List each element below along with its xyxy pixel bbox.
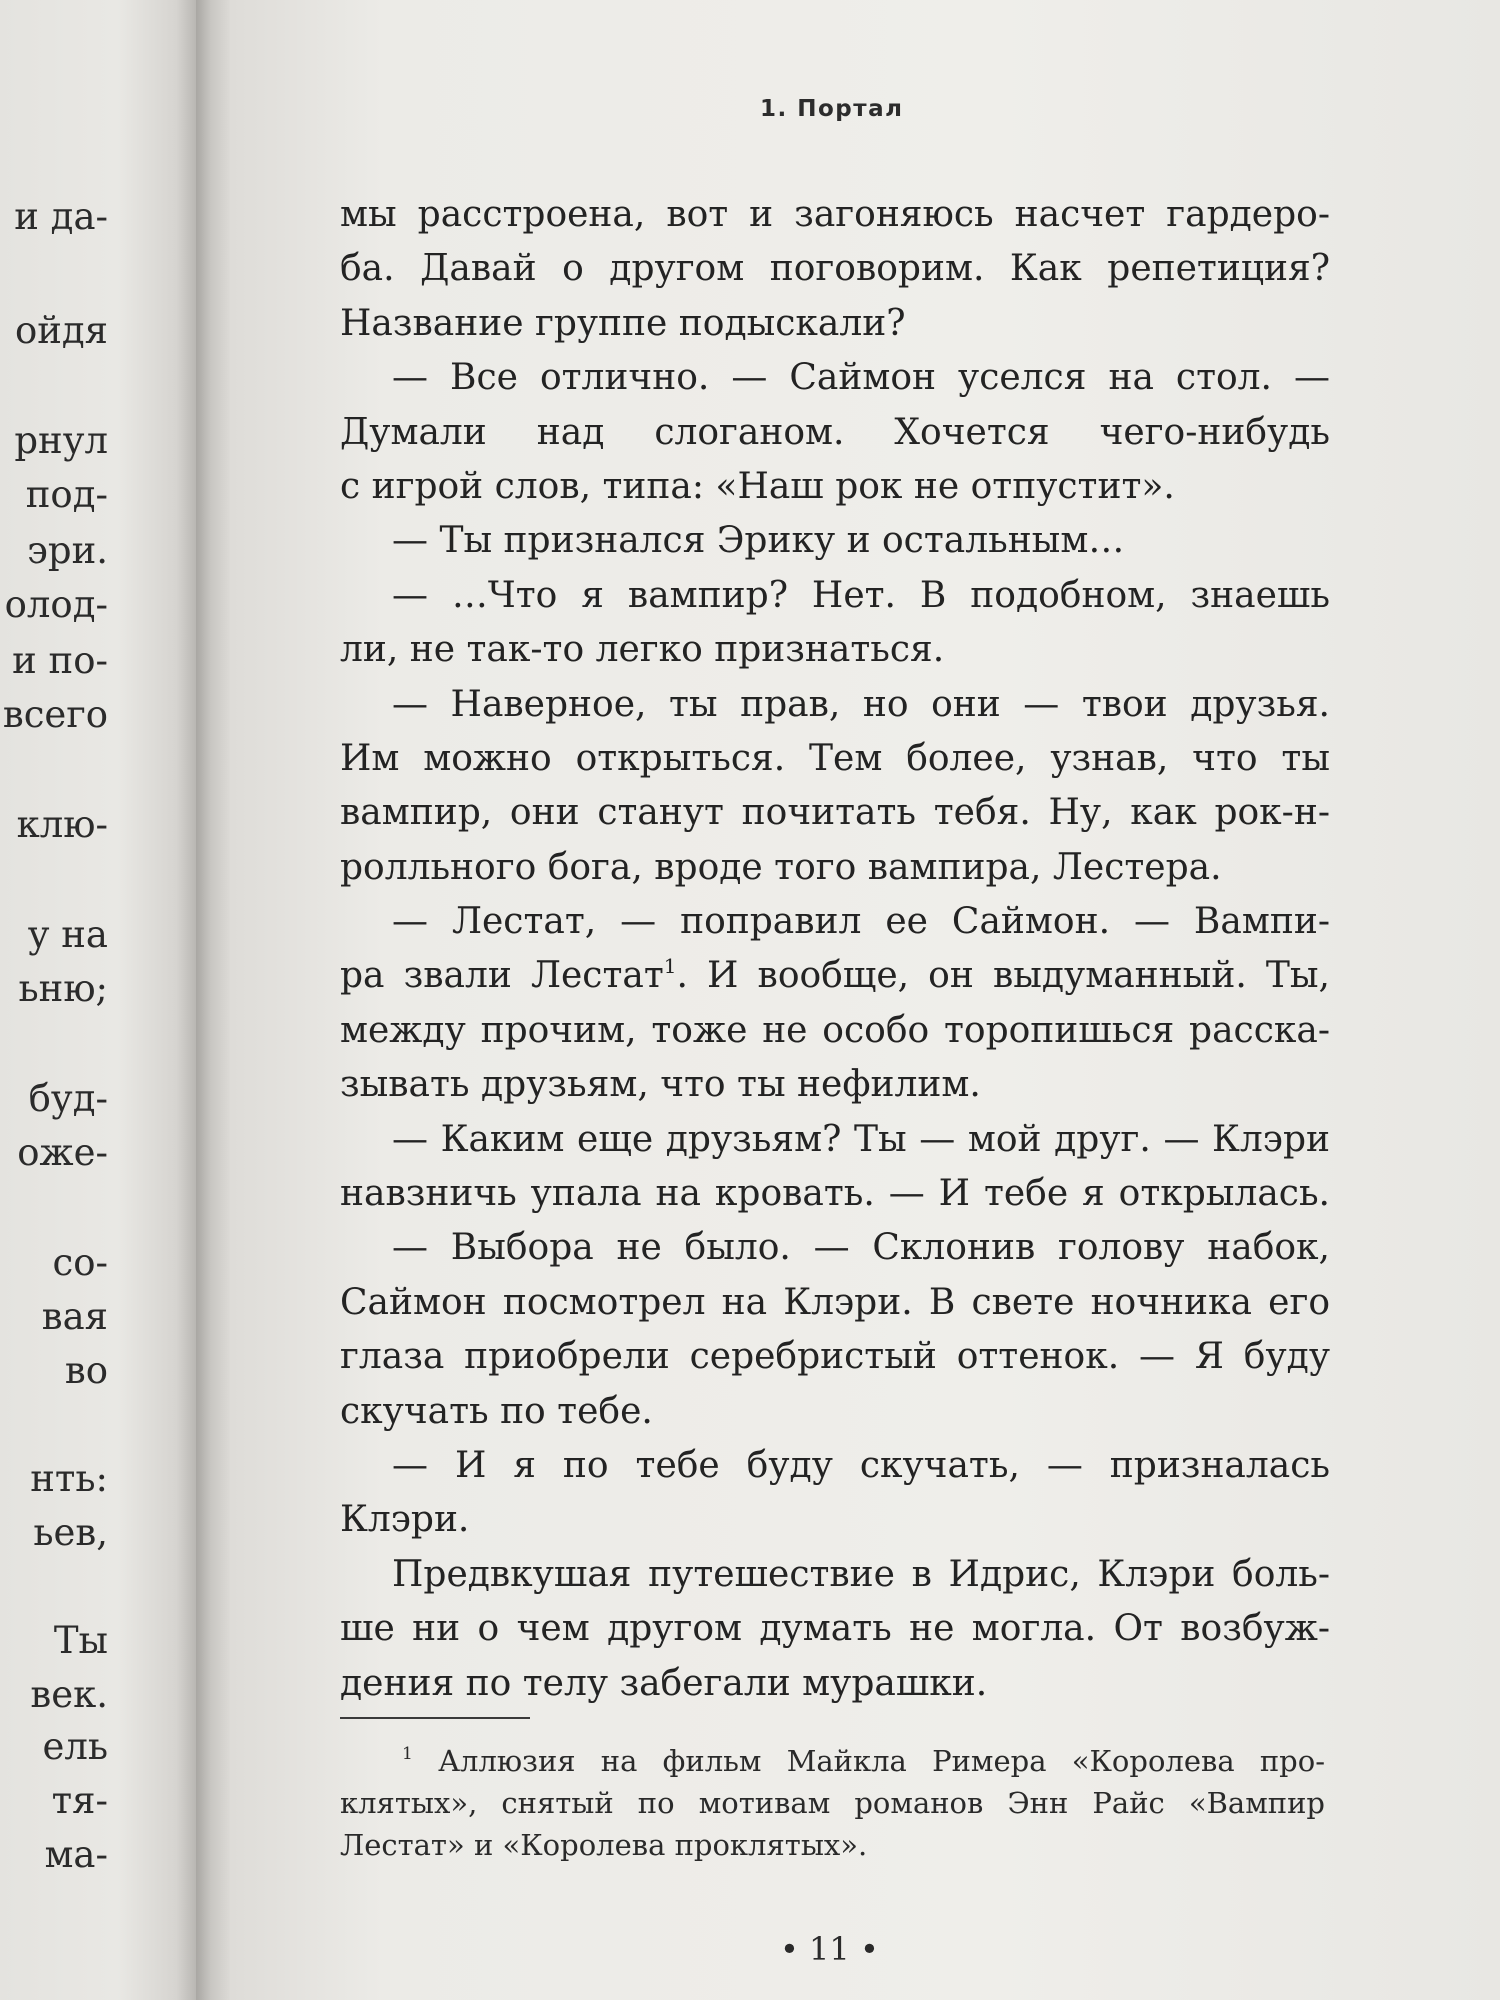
left-page — [0, 0, 196, 2000]
body-text — [340, 188, 1330, 1711]
text-line: Думали над слоганом. Хочется чего-нибудь — [340, 411, 1330, 453]
left-page-line: нть: — [30, 1457, 108, 1500]
footnote-line: Лестат» и «Королева проклятых». — [340, 1828, 868, 1862]
footnote-divider — [340, 1717, 530, 1719]
running-head: 1. Портал — [760, 96, 904, 122]
text-fragment: . И вообще, он выдуманный. Ты, — [676, 955, 1330, 997]
text-line: Саймон посмотрел на Клэри. В свете ночника его — [340, 1281, 1330, 1323]
text-fragment: ра звали Лестат — [340, 955, 664, 997]
text-line: ше ни о чем другом думать не могла. От возбуж- — [340, 1608, 1330, 1650]
text-line: зывать друзьям, что ты нефилим. — [340, 1064, 981, 1106]
left-page-line: со- — [52, 1241, 108, 1284]
text-line: — Все отлично. — Саймон уселся на стол. — — [392, 357, 1330, 399]
text-line: навзничь упала на кровать. — И тебе я открылась. — [340, 1173, 1330, 1215]
text-line: — Выбора не было. — Склонив голову набок, — [392, 1227, 1330, 1269]
left-page-line: и по- — [12, 639, 108, 682]
page-number: • 11 • — [780, 1930, 879, 1968]
footnote — [340, 1740, 1325, 1866]
left-page-line: век. — [30, 1673, 108, 1716]
text-line: с игрой слов, типа: «Наш рок не отпустит». — [340, 465, 1175, 507]
left-page-line: клю- — [16, 803, 108, 846]
left-page-line: олод- — [4, 583, 108, 626]
text-line: — Каким еще друзьям? Ты — мой друг. — Клэри — [392, 1118, 1330, 1160]
left-page-line: ель — [42, 1725, 108, 1768]
left-page-line: под- — [25, 473, 108, 516]
footnote-line: клятых», снятый по мотивам романов Энн Райс «Вампир — [340, 1786, 1325, 1820]
left-page-line: тя- — [51, 1779, 108, 1822]
text-line: ролльного бога, вроде того вампира, Лестера. — [340, 846, 1222, 888]
footnote-reference: 1 — [663, 954, 677, 979]
text-line: дения по телу забегали мурашки. — [340, 1662, 988, 1704]
left-page-line: эри. — [27, 529, 108, 572]
left-page-line: ьев, — [33, 1511, 108, 1554]
left-page-line: ьню; — [18, 967, 108, 1010]
text-line: — И я по тебе буду скучать, — призналась — [392, 1444, 1330, 1486]
text-line — [340, 949, 1330, 1003]
text-line: глаза приобрели серебристый оттенок. — Я буду — [340, 1336, 1330, 1378]
footnote-line — [340, 1740, 1325, 1782]
text-line: вампир, они станут почитать тебя. Ну, как рок-н- — [340, 792, 1330, 834]
left-page-line: во — [64, 1349, 108, 1392]
text-line: — Лестат, — поправил ее Саймон. — Вампи- — [392, 901, 1330, 943]
footnote-marker: 1 — [402, 1744, 413, 1764]
left-page-line: всего — [2, 693, 108, 736]
text-line: ба. Давай о другом поговорим. Как репетиция? — [340, 248, 1330, 290]
left-page-line: рнул — [14, 419, 108, 462]
left-page-line: ойдя — [14, 309, 108, 352]
text-line: Название группе подыскали? — [340, 302, 906, 344]
book-gutter — [196, 0, 230, 2000]
text-line: Предвкушая путешествие в Идрис, Клэри боль- — [392, 1553, 1330, 1595]
text-line: между прочим, тоже не особо торопишься расска- — [340, 1009, 1330, 1051]
text-line: мы расстроена, вот и загоняюсь насчет гардеро- — [340, 194, 1330, 235]
text-line: — Наверное, ты прав, но они — твои друзья. — [392, 683, 1330, 725]
text-line: скучать по тебе. — [340, 1390, 653, 1432]
text-line: Им можно открыться. Тем более, узнав, что ты — [340, 737, 1330, 779]
text-line: — Ты признался Эрику и остальным… — [392, 520, 1125, 562]
left-page-line: и да- — [14, 195, 108, 238]
text-line: Клэри. — [340, 1499, 470, 1541]
text-line: — …Что я вампир? Нет. В подобном, знаешь — [392, 574, 1330, 616]
left-page-line: вая — [41, 1295, 108, 1338]
left-page-line: ма- — [44, 1833, 108, 1876]
left-page-line: оже- — [17, 1131, 108, 1174]
left-page-line: Ты — [53, 1619, 108, 1662]
left-page-line: у на — [27, 913, 108, 956]
text-line: ли, не так-то легко признаться. — [340, 629, 945, 671]
text-fragment: Аллюзия на фильм Майкла Римера «Королева про- — [438, 1744, 1326, 1778]
left-page-line: буд- — [28, 1077, 108, 1120]
